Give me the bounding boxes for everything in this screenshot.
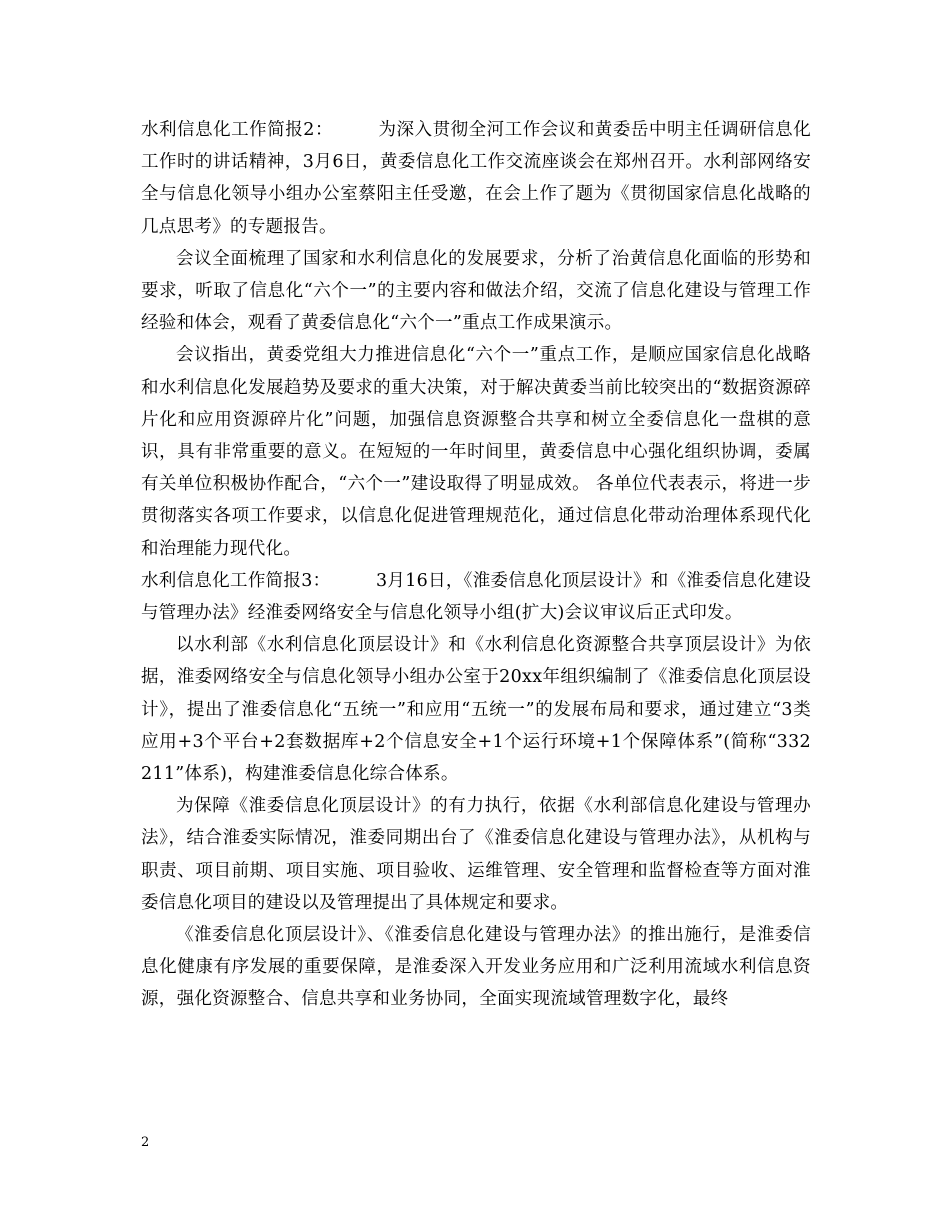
paragraph-management-measures: 为保障《淮委信息化顶层设计》的有力执行，依据《水利部信息化建设与管理办法》，结合淮委实际情况，淮委同期出台了《淮委信息化建设与管理办法》，从机构与职责、项目前期、项目实施、项目验收、运维管理、安全管理和监督检查等方面对淮委信息化项目的建设以及管理提出了具体规定和要求。 bbox=[141, 796, 811, 913]
paragraph-meeting-conclusion: 会议指出，黄委党组大力推进信息化“六个一”重点工作，是顺应国家信息化战略和水利信息化发展趋势及要求的重大决策，对于解决黄委当前比较突出的“数据资源碎片化和应用资源碎片化”问题，加强信息资源整合共享和树立全委信息化一盘棋的意识，具有非常重要的意义。在短短的一年时间里，黄委信息中心强化组织协调，委属有关单位积极协作配合，“六个一”建设取得了明显成效。 各单位代表表示，将进一步贯彻落实各项工作要求，以信息化促进管理规范化，通过信息化带动治理体系现代化和治理能力现代化。 bbox=[141, 345, 811, 559]
document-body bbox=[141, 114, 811, 1016]
report-2-intro-text: 为深入贯彻全河工作会议和黄委岳中明主任调研信息化工作时的讲话精神，3月6日，黄委信息化工作交流座谈会在郑州召开。水利部网络安全与信息化领导小组办公室蔡阳主任受邀，在会上作了题为《贯彻国家信息化战略的几点思考》的专题报告。 bbox=[141, 120, 811, 237]
paragraph-significance: 《淮委信息化顶层设计》、《淮委信息化建设与管理办法》的推出施行，是淮委信息化健康有序发展的重要保障，是淮委深入开发业务应用和广泛利用流域水利信息资源，强化资源整合、信息共享和业务协同，全面实现流域管理数字化，最终 bbox=[141, 925, 811, 1010]
paragraph-report-3 bbox=[141, 565, 811, 629]
report-3-heading: 水利信息化工作简报3： bbox=[141, 570, 331, 591]
report-3-intro-text: 3月16日，《淮委信息化顶层设计》和《淮委信息化建设与管理办法》经淮委网络安全与信息化领导小组(扩大)会议审议后正式印发。 bbox=[141, 570, 811, 624]
paragraph-report-2 bbox=[141, 114, 811, 243]
page-number: 2 bbox=[141, 1135, 150, 1150]
report-2-heading: 水利信息化工作简报2： bbox=[141, 120, 333, 140]
paragraph-meeting-review: 会议全面梳理了国家和水利信息化的发展要求，分析了治黄信息化面临的形势和要求，听取了信息化“六个一”的主要内容和做法介绍，交流了信息化建设与管理工作经验和体会，观看了黄委信息化“六个一”重点工作成果演示。 bbox=[141, 248, 811, 334]
paragraph-top-level-design: 以水利部《水利信息化顶层设计》和《水利信息化资源整合共享顶层设计》为依据，淮委网络安全与信息化领导小组办公室于20xx年组织编制了《淮委信息化顶层设计》，提出了淮委信息化“五统一”和应用“五统一”的发展布局和要求，通过建立“3类应用+3个平台+2套数据库+2个信息安全+1个运行环境+1个保障体系”(简称“332 211”体系)，构建淮委信息化综合体系。 bbox=[141, 635, 811, 785]
